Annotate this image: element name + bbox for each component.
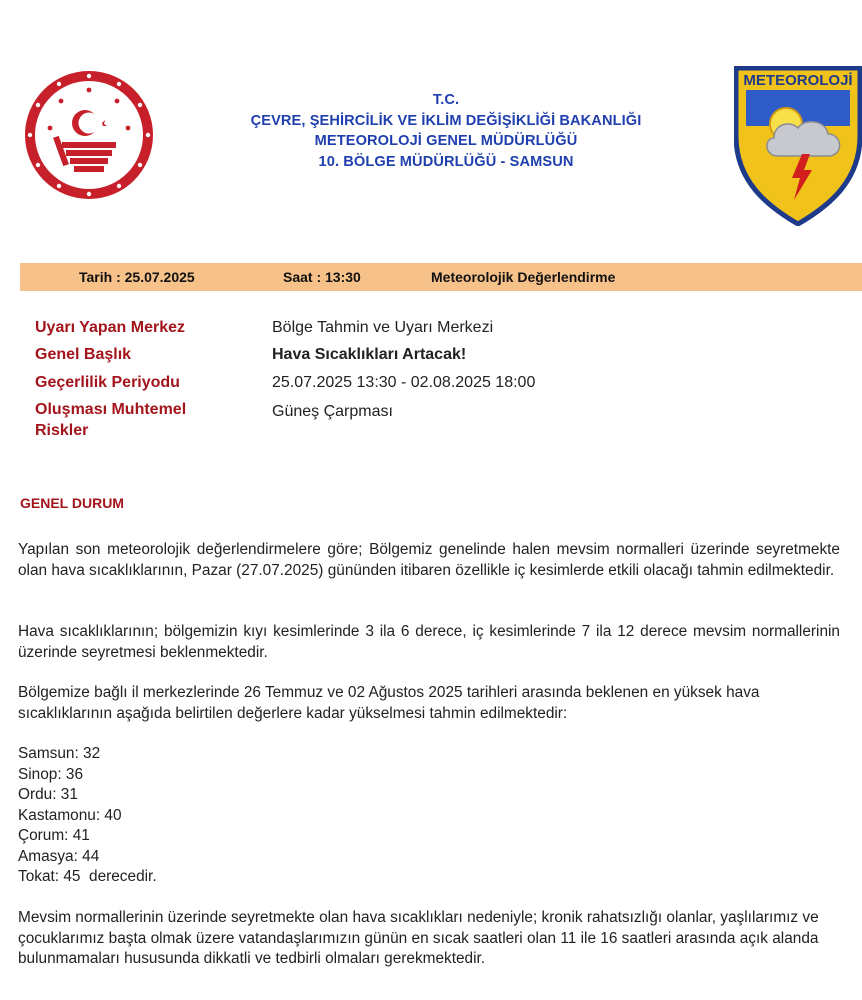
risk-label-line1: Oluşması Muhtemel xyxy=(35,401,187,418)
period-value: 25.07.2025 13:30 - 02.08.2025 18:00 xyxy=(272,374,536,391)
date-time-bar xyxy=(20,263,862,291)
bar-time: Saat : 13:30 xyxy=(283,269,361,285)
header-line-region: 10. BÖLGE MÜDÜRLÜĞÜ - SAMSUN xyxy=(318,153,574,170)
bar-date: Tarih : 25.07.2025 xyxy=(79,269,195,285)
city-item: Tokat: 45 derecedir. xyxy=(18,868,157,885)
header-line-tc: T.C. xyxy=(432,92,460,108)
ministry-seal-logo xyxy=(22,68,156,202)
center-label: Uyarı Yapan Merkez xyxy=(35,319,186,336)
paragraph-4: Mevsim normallerinin üzerinde seyretmekte olan hava sıcaklıkları nedeniyle; kronik rahatsızlığı olanlar, yaşlılarımız ve çocuklarımız başta olmak üzere vatandaşlarımızın günün en sıcak saatleri olan 11 ile 16 saatleri arasında açık alanda bulunmamaları hususunda dikkatli ve tedbirli olmaları gerekmektedir. xyxy=(18,909,819,967)
header-line-ministry: ÇEVRE, ŞEHİRCİLİK VE İKLİM DEĞİŞİKLİĞİ BAKANLIĞI xyxy=(250,112,642,129)
city-item: Samsun: 32 xyxy=(18,745,101,762)
title-label: Genel Başlık xyxy=(35,346,132,363)
city-item: Çorum: 41 xyxy=(18,827,90,844)
header-line-directorate: METEOROLOJİ GENEL MÜDÜRLÜĞÜ xyxy=(314,133,578,149)
header-titles xyxy=(160,90,732,172)
paragraph-1: Yapılan son meteorolojik değerlendirmelere göre; Bölgemiz genelinde halen mevsim normalleri üzerinde seyretmekte olan hava sıcaklıklarının, Pazar (27.07.2025) gününden itibaren özellikle iç kesimlerde etkili olacağı tahmin edilmektedir. xyxy=(18,541,840,579)
logo-text: METEOROLOJİ xyxy=(743,72,853,89)
meteoroloji-shield-logo xyxy=(734,66,862,226)
title-value: Hava Sıcaklıkları Artacak! xyxy=(272,346,467,363)
section-title: GENEL DURUM xyxy=(20,495,124,511)
city-temperature-list xyxy=(18,744,157,888)
city-item: Ordu: 31 xyxy=(18,786,78,803)
bar-report-type: Meteorolojik Değerlendirme xyxy=(431,269,616,285)
city-item: Amasya: 44 xyxy=(18,847,100,865)
paragraph-2: Hava sıcaklıklarının; bölgemizin kıyı kesimlerinde 3 ila 6 derece, iç kesimlerinde 7 ila 12 derece mevsim normallerinin üzerinde seyretmesi beklenmektedir. xyxy=(18,623,840,661)
city-item: Kastamonu: 40 xyxy=(18,806,122,824)
risk-label-line2: Riskler xyxy=(35,422,89,439)
paragraph-3: Bölgemize bağlı il merkezlerinde 26 Temmuz ve 02 Ağustos 2025 tarihleri arasında beklenen en yüksek hava sıcaklıklarının aşağıda belirtilen değerlere kadar yükselmesi tahmin edilmektedir: xyxy=(18,684,760,722)
center-value: Bölge Tahmin ve Uyarı Merkezi xyxy=(272,319,494,336)
period-label: Geçerlilik Periyodu xyxy=(35,374,180,391)
risk-value: Güneş Çarpması xyxy=(272,403,393,420)
city-item: Sinop: 36 xyxy=(18,765,84,783)
